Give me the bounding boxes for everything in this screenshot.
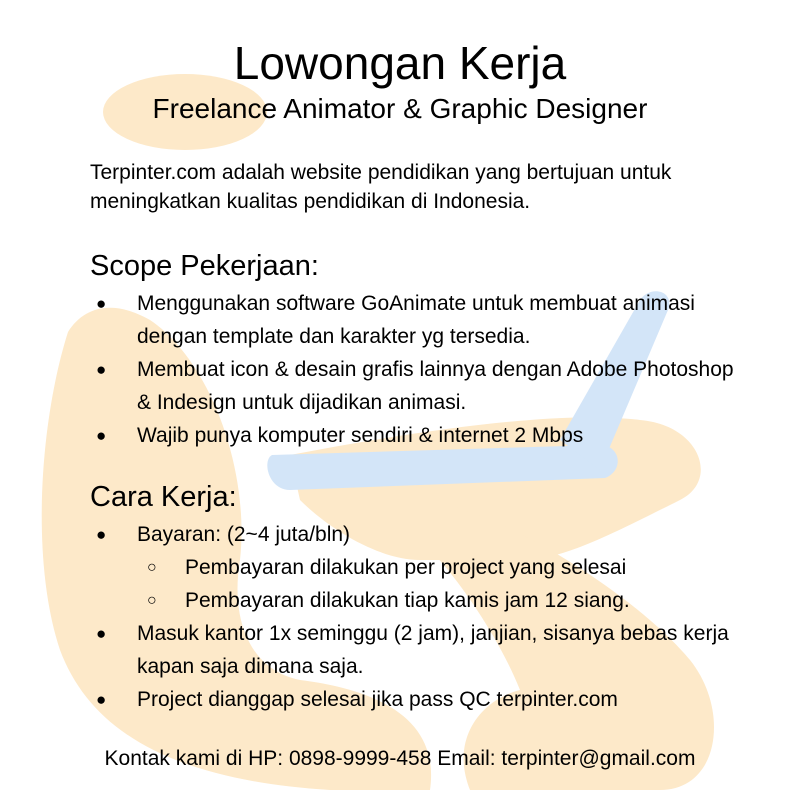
cara-item-text: Masuk kantor 1x seminggu (2 jam), janjian, sisanya bebas kerja kapan saja dimana saja.: [137, 622, 729, 678]
filled-bullet-icon: ●: [96, 360, 107, 379]
intro-paragraph: Terpinter.com adalah website pendidikan yang bertujuan untuk meningkatkan kualitas pendidikan di Indonesia.: [90, 161, 672, 213]
scope-item-text: Membuat icon & desain grafis lainnya dengan Adobe Photoshop & Indesign untuk dijadikan animasi.: [137, 358, 734, 414]
filled-bullet-icon: ●: [96, 525, 107, 544]
poster-title: Lowongan Kerja: [233, 37, 567, 89]
filled-bullet-icon: ●: [96, 294, 107, 313]
cara-subitem-text: Pembayaran dilakukan tiap kamis jam 12 siang.: [185, 589, 630, 612]
scope-item-text: Wajib punya komputer sendiri & internet 2 Mbps: [137, 424, 584, 447]
cara-kerja-heading: Cara Kerja:: [90, 481, 237, 513]
filled-bullet-icon: ●: [96, 690, 107, 709]
cara-item-text: Project dianggap selesai jika pass QC terpinter.com: [137, 688, 618, 711]
filled-bullet-icon: ●: [96, 624, 107, 643]
cara-subitem-text: Pembayaran dilakukan per project yang selesai: [185, 556, 627, 579]
contact-info: Kontak kami di HP: 0898-9999-458 Email: terpinter@gmail.com: [104, 747, 696, 770]
cara-item-text: Bayaran: (2~4 juta/bln): [137, 523, 351, 546]
hollow-bullet-icon: ○: [147, 559, 157, 576]
hollow-bullet-icon: ○: [147, 592, 157, 609]
scope-heading: Scope Pekerjaan:: [90, 250, 319, 282]
poster-subtitle: Freelance Animator & Graphic Designer: [152, 93, 648, 124]
scope-item-text: Menggunakan software GoAnimate untuk membuat animasi dengan template dan karakter yg tersedia.: [137, 292, 695, 348]
filled-bullet-icon: ●: [96, 426, 107, 445]
